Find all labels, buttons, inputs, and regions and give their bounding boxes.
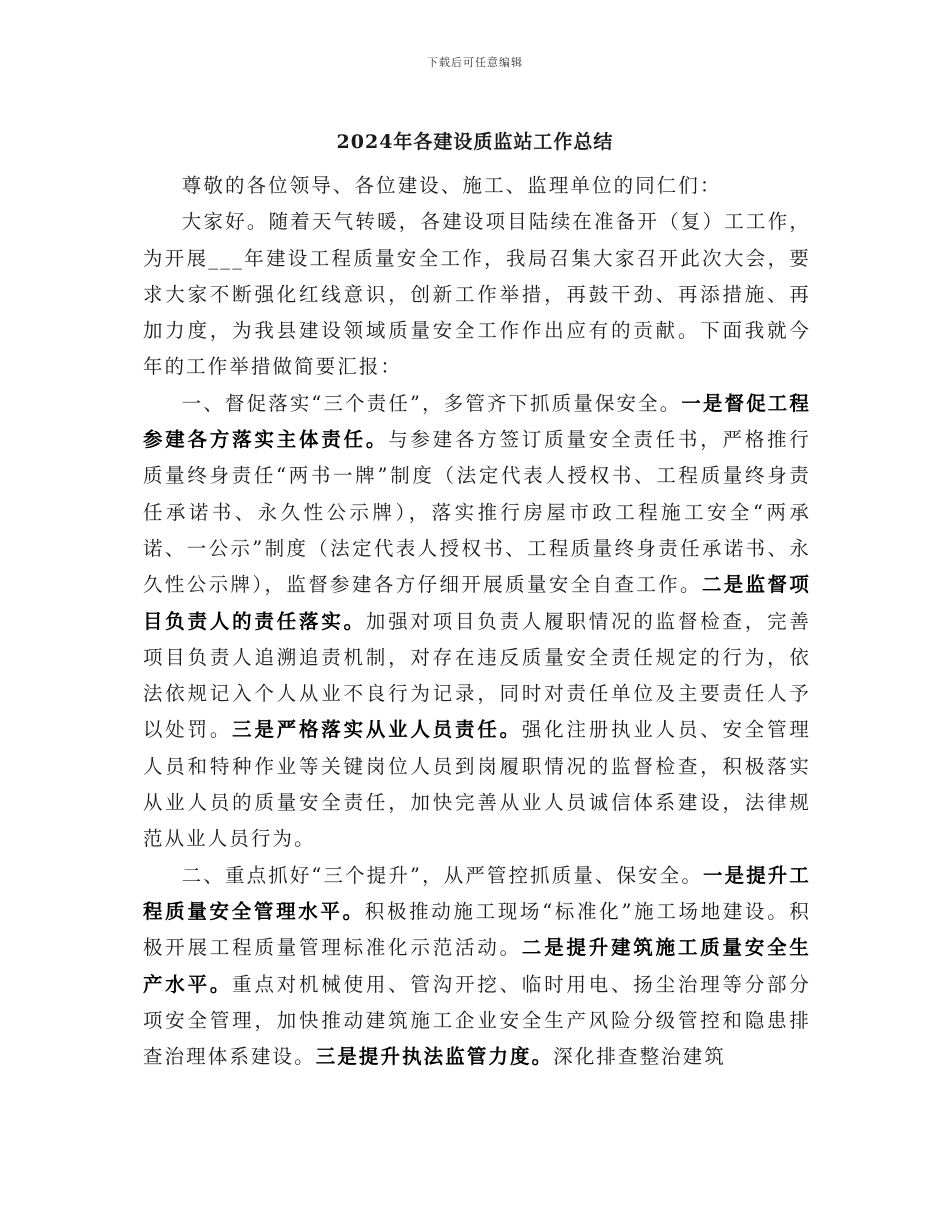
section-1-point-1-title: 一是督促工程参建各方落实主体责任。	[143, 391, 811, 452]
intro-paragraph: 大家好。随着天气转暖，各建设项目陆续在准备开（复）工工作，为开展___年建设工程质量安全工作，我局召集大家召开此次大会，要求大家不断强化红线意识，创新工作举措，再鼓干劲、再添措施、再加力度，为我县建设领域质量安全工作作出应有的贡献。下面我就今年的工作举措做简要汇报：	[143, 210, 811, 379]
section-1-point-3-title: 三是严格落实从业人员责任。	[232, 718, 522, 742]
section-1-paragraph	[143, 386, 811, 858]
section-1-lead: 一、督促落实“三个责任”，多管齐下抓质量保安全。	[181, 391, 682, 415]
section-2-point-3-text: 深化排查整治建筑	[553, 1045, 726, 1069]
section-1-point-1-text: 与参建各方签订质量安全责任书，严格推行质量终身责任“两书一牌”制度（法定代表人授权书、工程质量终身责任承诺书、永久性公示牌），落实推行房屋市政工程施工安全“两承诺、一公示”制度（法定代表人授权书、工程质量终身责任承诺书、永久性公示牌），监督参建各方仔细开展质量安全自查工作。	[143, 428, 811, 597]
section-2-point-2-title: 二是提升建筑施工质量安全生产水平。	[143, 936, 811, 996]
section-2-paragraph	[143, 858, 811, 1076]
section-1-point-2-text: 加强对项目负责人履职情况的监督检查，完善项目负责人追溯追责机制，对存在违反质量安全责任规定的行为，依法依规记入个人从业不良行为记录，同时对责任单位及主要责任人予以处罚。	[143, 609, 812, 742]
section-2-lead: 二、重点抓好“三个提升”，从严管控抓质量、保安全。	[181, 863, 703, 887]
salutation-paragraph: 尊敬的各位领导、各位建设、施工、监理单位的同仁们：	[181, 174, 722, 197]
document-body	[143, 168, 811, 1075]
section-1-point-2-title: 二是监督项目负责人的责任落实。	[143, 573, 812, 633]
section-2-point-2-text: 重点对机械使用、管沟开挖、临时用电、扬尘治理等分部分项安全管理，加快推动建筑施工企业安全生产风险分级管控和隐患排查治理体系建设。	[143, 972, 811, 1069]
document-title: 2024年各建设质监站工作总结	[336, 131, 614, 153]
section-1-point-3-text: 强化注册执业人员、安全管理人员和特种作业等关键岗位人员到岗履职情况的监督检查，积极落实从业人员的质量安全责任，加快完善从业人员诚信体系建设，法律规范从业人员行为。	[143, 718, 811, 851]
page-header-note: 下载后可任意编辑	[427, 56, 523, 69]
section-2-point-1-title: 一是提升工程质量安全管理水平。	[143, 863, 811, 923]
section-2-point-1-text: 积极推动施工现场“标准化”施工场地建设。积极开展工程质量管理标准化示范活动。	[143, 899, 812, 960]
section-2-point-3-title: 三是提升执法监管力度。	[315, 1045, 554, 1069]
